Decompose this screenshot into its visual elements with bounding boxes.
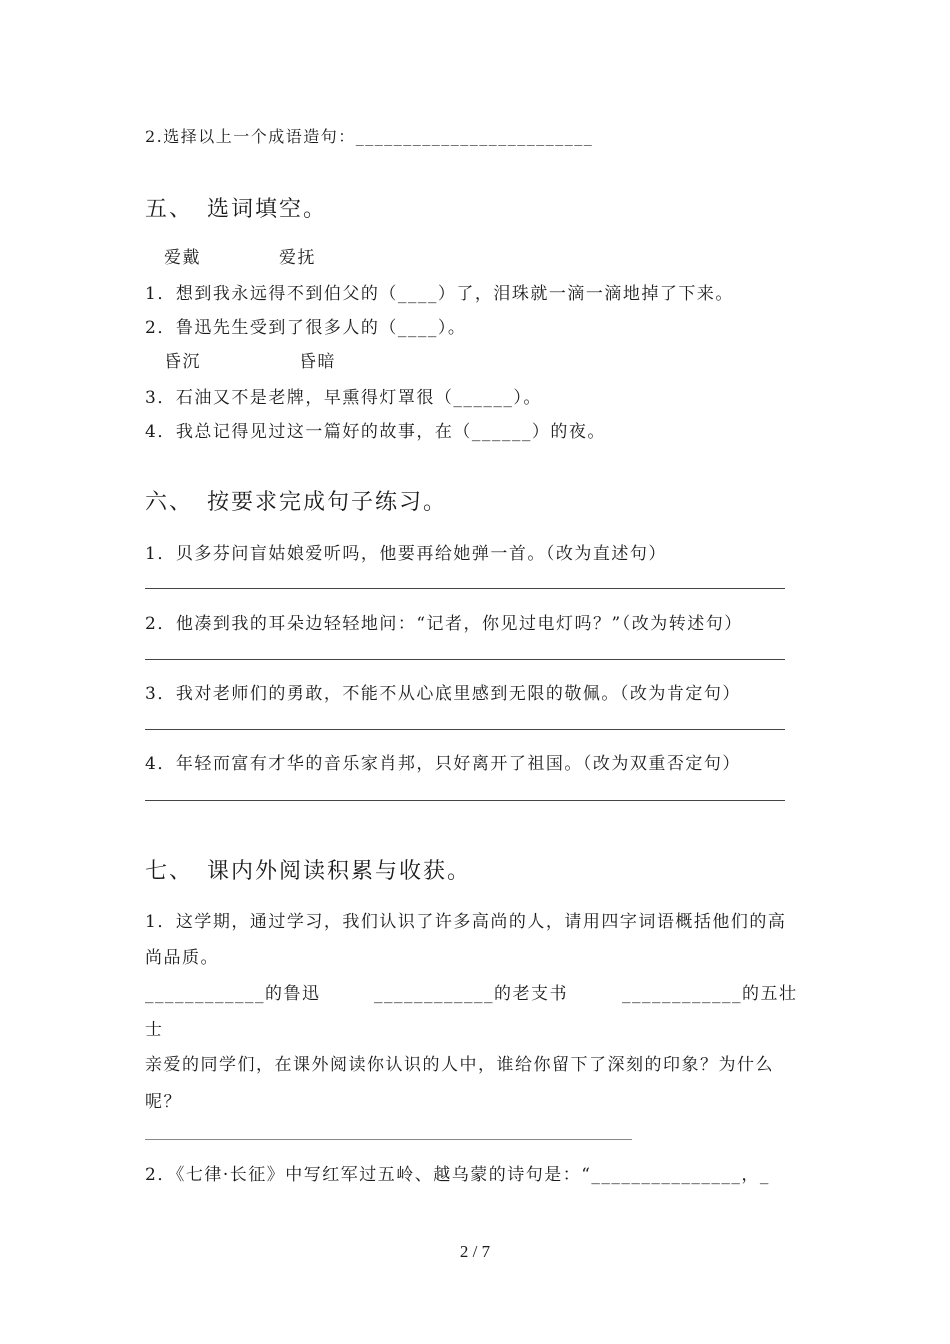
section6-title: 按要求完成句子练习。 (207, 490, 448, 515)
page-number: 2 / 7 (459, 1242, 491, 1261)
answer-line[interactable] (145, 588, 785, 589)
section7-q1-line1: 1．这学期，通过学习，我们认识了许多高尚的人，请用四字词语概括他们的高 (145, 912, 787, 932)
section7-q2: 2．《七律·长征》中写红军过五岭、越乌蒙的诗句是：“_______________，_ (145, 1165, 770, 1185)
section7-q1-line2: 尚品质。 (145, 948, 219, 968)
word-choice: 爱抚 (279, 248, 316, 268)
answer-line[interactable] (145, 800, 785, 801)
section5-q3: 3．石油又不是老牌，早熏得灯罩很（______）。 (145, 388, 542, 408)
section7-number: 七、 (145, 859, 194, 884)
fill-blank[interactable]: ____________的五壮 (622, 984, 798, 1004)
section5-number: 五、 (145, 197, 194, 222)
section6-heading (145, 485, 447, 516)
section4-q2: 2.选择以上一个成语造句：_________________________ (145, 127, 594, 146)
section7-title: 课内外阅读积累与收获。 (207, 859, 472, 884)
word-choices-a (164, 243, 316, 268)
section6-q3: 3．我对老师们的勇敢，不能不从心底里感到无限的敬佩。（改为肯定句） (145, 684, 741, 704)
word-choices-b (164, 347, 336, 372)
section7-q1b-line1: 亲爱的同学们，在课外阅读你认识的人中，谁给你留下了深刻的印象？为什么 (145, 1055, 774, 1075)
answer-line[interactable] (145, 659, 785, 660)
fill-blank[interactable]: ____________的老支书 (374, 984, 568, 1004)
blank-wrap-text: 士 (145, 1020, 164, 1040)
word-choice: 昏沉 (164, 352, 201, 372)
section5-q1: 1．想到我永远得不到伯父的（____）了，泪珠就一滴一滴地掉了下来。 (145, 284, 734, 304)
section6-q2: 2．他凑到我的耳朵边轻轻地问：“记者，你见过电灯吗？”（改为转述句） (145, 614, 743, 634)
section5-q2: 2．鲁迅先生受到了很多人的（____）。 (145, 318, 467, 338)
section5-q4: 4．我总记得见过这一篇好的故事，在（______）的夜。 (145, 422, 606, 442)
section6-q4: 4．年轻而富有才华的音乐家肖邦，只好离开了祖国。（改为双重否定句） (145, 754, 741, 774)
section7-heading (145, 854, 471, 885)
section6-number: 六、 (145, 490, 194, 515)
section5-heading (145, 192, 327, 223)
section6-q1: 1．贝多芬问盲姑娘爱听吗，他要再给她弹一首。（改为直述句） (145, 544, 667, 564)
word-choice: 昏暗 (299, 352, 336, 372)
section5-title: 选词填空。 (207, 197, 328, 222)
answer-line[interactable] (145, 729, 785, 730)
answer-line[interactable] (145, 1139, 632, 1140)
word-choice: 爱戴 (164, 248, 201, 268)
fill-blank[interactable]: ____________的鲁迅 (145, 984, 321, 1004)
section7-q1b-line2: 呢？ (145, 1092, 182, 1112)
